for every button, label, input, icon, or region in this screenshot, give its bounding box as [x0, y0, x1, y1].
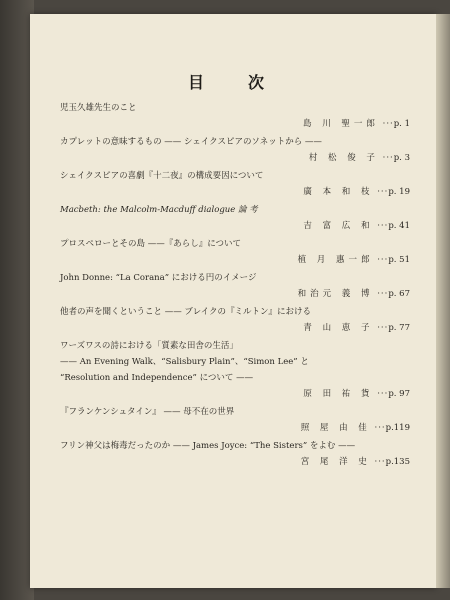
- entry-page: p.119: [385, 423, 410, 433]
- entry-author: 照 屋 由 佳: [300, 423, 371, 433]
- toc-entry: シェイクスピアの喜劇『十二夜』の構成要因について 廣 本 和 枝 ···p. 19: [60, 168, 410, 200]
- entry-author: 吉 富 広 和: [303, 221, 374, 231]
- entry-page: p. 3: [393, 153, 410, 163]
- toc-entry: ワーズワスの詩における「質素な田舎の生活」 —— An Evening Walk、“Salisbury Plain”、“Simon Lee” と “Resolution and Independence” について —— 原 田 祐 貨 ···p. 97: [60, 338, 410, 402]
- binding-shadow: [0, 0, 34, 600]
- entry-title-line: —— An Evening Walk、“Salisbury Plain”、“Simon Lee” と: [60, 357, 309, 367]
- entry-page: p. 19: [388, 187, 410, 197]
- entry-title: シェイクスピアの喜劇『十二夜』の構成要因について: [60, 171, 264, 181]
- entry-page: p. 97: [388, 389, 410, 399]
- entry-page: p. 41: [388, 221, 410, 231]
- entry-author: 島 川 聖一郎: [303, 119, 379, 129]
- entry-page: p. 77: [388, 323, 410, 333]
- entry-title: 『フランケンシュタイン』 —— 母不在の世界: [60, 407, 235, 417]
- table-of-contents: [60, 100, 410, 472]
- toc-entry: John Donne: “La Corana” における円のイメージ 和治元 義 博 ···p. 67: [60, 270, 410, 302]
- toc-entry: 『フランケンシュタイン』 —— 母不在の世界 照 屋 由 佳 ···p.119: [60, 404, 410, 436]
- entry-page: p. 67: [388, 289, 410, 299]
- page-stack-edge: [436, 14, 450, 588]
- entry-author: 宮 尾 洋 史: [300, 457, 371, 467]
- entry-author: 村 松 俊 子: [308, 153, 379, 163]
- toc-entry: Macbeth: the Malcolm-Macduff dialogue 論 考 吉 富 広 和 ···p. 41: [60, 202, 410, 234]
- entry-title: カプレットの意味するもの —— シェイクスピアのソネットから ——: [60, 137, 322, 147]
- entry-title: 他者の声を聞くということ —— ブレイクの『ミルトン』における: [60, 307, 311, 317]
- toc-entry: 児玉久雄先生のこと 島 川 聖一郎 ···p. 1: [60, 100, 410, 132]
- entry-author: 青 山 恵 子: [303, 323, 374, 333]
- entry-author: 植 月 惠一郎: [297, 255, 374, 265]
- page-title: 目 次: [187, 73, 278, 92]
- entry-author: 和治元 義 博: [297, 289, 374, 299]
- entry-page: p. 51: [388, 255, 410, 265]
- entry-title: John Donne: “La Corana” における円のイメージ: [60, 273, 257, 283]
- entry-page: p.135: [385, 457, 410, 467]
- entry-author: 廣 本 和 枝: [303, 187, 374, 197]
- toc-entry: カプレットの意味するもの —— シェイクスピアのソネットから —— 村 松 俊 子 ···p. 3: [60, 134, 410, 166]
- entry-title: 児玉久雄先生のこと: [60, 103, 137, 113]
- toc-entry: 他者の声を聞くということ —— ブレイクの『ミルトン』における 青 山 恵 子 ···p. 77: [60, 304, 410, 336]
- entry-author: 原 田 祐 貨: [303, 389, 374, 399]
- entry-title: プロスペローとその島 ——『あらし』について: [60, 239, 242, 249]
- entry-title-line: “Resolution and Independence” について ——: [60, 373, 254, 383]
- toc-entry: フリン神父は梅毒だったのか —— James Joyce: “The Sisters” をよむ —— 宮 尾 洋 史 ···p.135: [60, 438, 410, 470]
- entry-page: p. 1: [393, 119, 410, 129]
- entry-title: フリン神父は梅毒だったのか —— James Joyce: “The Sisters” をよむ ——: [60, 441, 356, 451]
- book-page: [30, 14, 436, 588]
- toc-entry: プロスペローとその島 ——『あらし』について 植 月 惠一郎 ···p. 51: [60, 236, 410, 268]
- entry-title: ワーズワスの詩における「質素な田舎の生活」: [60, 341, 238, 351]
- entry-title: Macbeth: the Malcolm-Macduff dialogue 論 考: [60, 205, 258, 215]
